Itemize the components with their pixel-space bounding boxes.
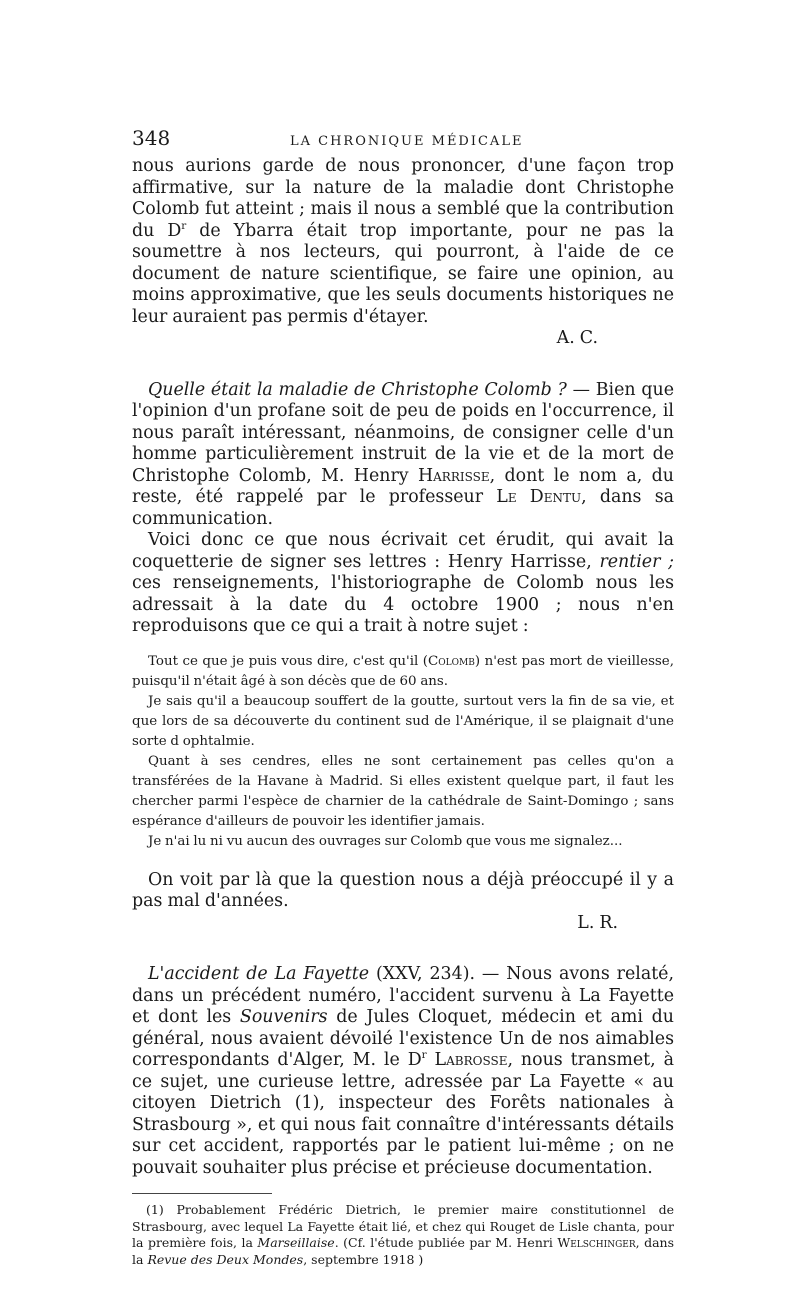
quote-1-b: ) n'est pas mort de vieillesse, puisqu'il n'était âgé à son décès que de 60 ans.	[132, 653, 674, 689]
name-labrosse: Labrosse	[426, 1050, 508, 1070]
lafayette-a: — Nous avons relaté, dans un précédent numéro, l'accident survenu à La Fayette et dont les	[132, 964, 675, 1027]
article-body	[132, 156, 674, 1179]
footnote-b: . (Cf. l'étude publiée par M. Henri	[334, 1235, 558, 1250]
intro-text-2: de Ybarra était trop importante, pour ne pas la soumettre à nos lecteurs, qui pourront, à l'aide de ce document de nature scientifique, se faire une opinion, au moins approximative, que les seuls documents historiques ne leur auraient pas permis d'étayer.	[132, 220, 674, 327]
lafayette-paragraph	[132, 964, 674, 1179]
colomb-p1-b: , dont le nom a, du reste, été rappelé par le professeur	[132, 465, 674, 507]
running-title: LA CHRONIQUE MÉDICALE	[290, 134, 524, 149]
intro-paragraph	[132, 156, 674, 328]
colomb-p2-b: ces renseignements, l'historiographe de Colomb nous les adressait à la date du 4 octobre 1900 ; nous n'en reproduisons que ce qui a trait à notre sujet :	[132, 573, 674, 636]
intro-text-1: nous aurions garde de nous prononcer, d'une façon trop affirmative, sur la nature de la maladie dont Christophe Colomb fut atteint ; mais il nous a semblé que la contribution du D	[132, 156, 674, 241]
signature-ac: A. C.	[556, 328, 598, 348]
page	[132, 126, 674, 1268]
colomb-p1-c: , dans sa communication.	[132, 487, 674, 529]
footnote	[132, 1202, 674, 1268]
lafayette-c: , nous transmet, à ce sujet, une curieuse lettre, adressée par La Fayette « au citoyen Dietrich (1), inspecteur des Forêts nationales à Strasbourg », et qui nous fait connaître d'intéressants détails sur cet accident, rapportés par le patient lui-même ; on ne pouvait souhaiter plus précise et précieuse documentation.	[132, 1050, 674, 1178]
colomb-p1-a: — Bien que l'opinion d'un profane soit de peu de poids en l'occurrence, il nous paraît intéressant, néanmoins, de consigner celle d'un homme particulièrement instruit de la vie et de la mort de Christophe Colomb, M. Henry	[132, 379, 674, 486]
colomb-title: Quelle était la maladie de Christophe Colomb ?	[148, 379, 567, 400]
page-number: 348	[132, 126, 171, 150]
lafayette-sup: r	[421, 1049, 427, 1062]
name-harrisse: Harrisse	[417, 465, 490, 486]
name-welschinger: Welschinger	[557, 1235, 636, 1250]
quote-paragraph-1	[132, 652, 674, 692]
colomb-paragraph-1	[132, 380, 674, 531]
footnote-divider	[132, 1193, 272, 1194]
quote-colomb-name: Colomb	[428, 653, 475, 669]
lafayette-title: L'accident de La Fayette	[148, 964, 370, 984]
marseillaise-italic: Marseillaise	[257, 1235, 335, 1250]
harrisse-letter-quote	[132, 652, 674, 852]
lafayette-ref: (XXV, 234).	[369, 964, 476, 984]
rentier-italic: rentier ;	[599, 551, 674, 572]
quote-paragraph-3: Quant à ses cendres, elles ne sont certainement pas celles qu'on a transférées de la Havane à Madrid. Si elles existent quelque part, il faut les chercher parmi l'espèce de charnier de la cathédrale de Saint-Domingo ; sans espérance d'ailleurs de pouvoir les identifier jamais.	[132, 753, 674, 829]
after-quote-paragraph: On voit par là que la question nous a déjà préoccupé il y a pas mal d'années.	[132, 869, 674, 911]
footnote-d: , septembre 1918 )	[303, 1251, 424, 1267]
colomb-paragraph-2	[132, 530, 674, 638]
colomb-p2-a: Voici donc ce que nous écrivait cet érudit, qui avait la coquetterie de signer ses lettres : Henry Harrisse,	[132, 530, 674, 572]
quote-paragraph-4: Je n'ai lu ni vu aucun des ouvrages sur Colomb que vous me signalez...	[148, 833, 623, 849]
running-header	[132, 126, 674, 156]
intro-sup: r	[181, 219, 187, 232]
signature-lr: L. R.	[577, 912, 618, 933]
revue-italic: Revue des Deux Mondes	[147, 1251, 304, 1267]
footnote-a: (1) Probablement Frédéric Dietrich, le premier maire constitutionnel de Strasbourg, avec lequel La Fayette était lié, et chez qui Rouget de Lisle chanta, pour la première fois, la	[132, 1202, 674, 1250]
name-le-dentu: Le Dentu	[496, 487, 582, 507]
quote-paragraph-2: Je sais qu'il a beaucoup souffert de la goutte, surtout vers la fin de sa vie, et que lors de sa découverte du continent sud de l'Amérique, il se plaignait d'une sorte d ophtalmie.	[132, 693, 674, 749]
quote-1-a: Tout ce que je puis vous dire, c'est qu'il (	[148, 653, 429, 669]
footnote-c: , dans la	[132, 1235, 674, 1267]
souvenirs-italic: Souvenirs	[239, 1007, 328, 1027]
lafayette-b: de Jules Cloquet, médecin et ami du général, nous avaient dévoilé l'existence Un de nos aimables correspondants d'Alger, M. le D	[132, 1007, 674, 1070]
footnote-1	[132, 1202, 674, 1268]
